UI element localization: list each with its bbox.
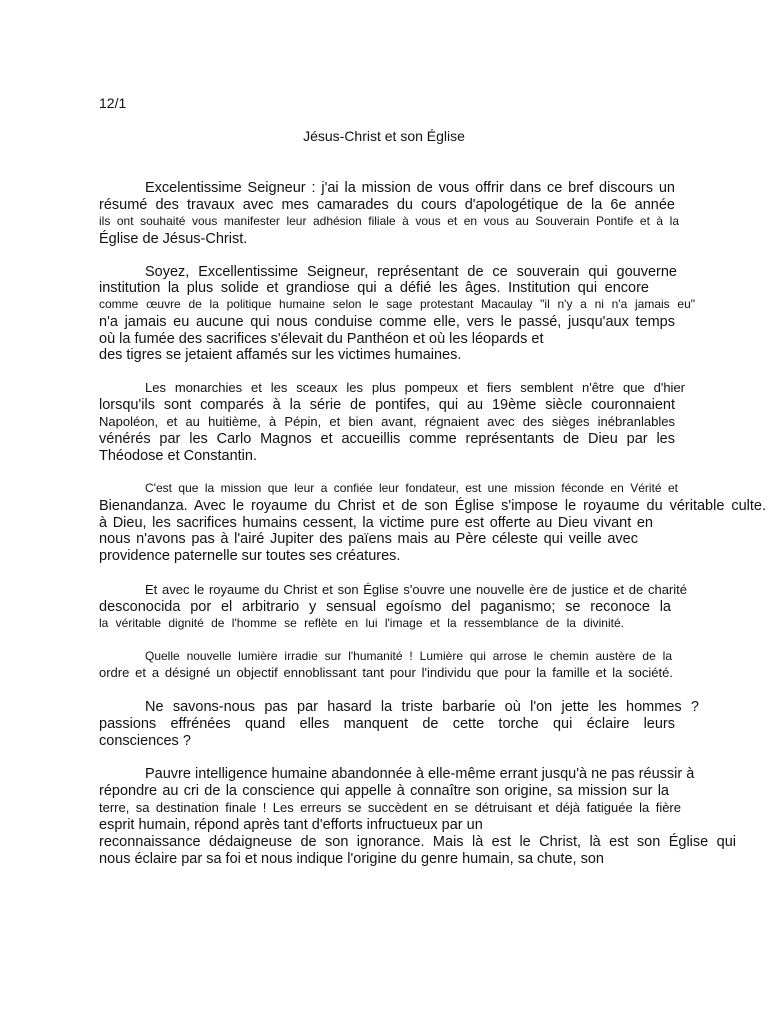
paragraph-2-line-1: Soyez, Excellentissime Seigneur, représentant de ce souverain qui gouverne <box>145 264 677 280</box>
paragraph-6-line-1: Quelle nouvelle lumière irradie sur l'humanité ! Lumière qui arrose le chemin austère de la <box>145 649 672 663</box>
document-title: Jésus-Christ et son Église <box>303 128 465 144</box>
paragraph-2-line-3: comme œuvre de la politique humaine selon le sage protestant Macaulay "il n'y a ni n'a jamais eu" <box>99 297 695 311</box>
paragraph-3-line-3: Napoléon, et au huitième, à Pépin, et bien avant, régnaient avec des sièges inébranlables <box>99 414 675 429</box>
paragraph-3-line-5: Théodose et Constantin. <box>99 448 257 464</box>
paragraph-4-line-5: providence paternelle sur toutes ses créatures. <box>99 548 401 564</box>
paragraph-4-line-4: nous n'avons pas à l'airé Jupiter des païens mais au Père céleste qui veille avec <box>99 531 638 547</box>
paragraph-1-line-2: résumé des travaux avec mes camarades du cours d'apologétique de la 6e année <box>99 197 675 213</box>
page-number: 12/1 <box>99 95 127 111</box>
paragraph-8-line-5: reconnaissance dédaigneuse de son ignorance. Mais là est le Christ, là est son Église qui <box>99 834 736 850</box>
paragraph-4-line-1: C'est que la mission que leur a confiée leur fondateur, est une mission féconde en Vérité et <box>145 481 678 495</box>
paragraph-5-line-1: Et avec le royaume du Christ et son Église s'ouvre une nouvelle ère de justice et de charité <box>145 582 687 597</box>
paragraph-8-line-6: nous éclaire par sa foi et nous indique l'origine du genre humain, sa chute, son <box>99 851 604 867</box>
paragraph-2-line-5: où la fumée des sacrifices s'élevait du Panthéon et où les léopards et <box>99 331 544 347</box>
paragraph-3-line-1: Les monarchies et les sceaux les plus pompeux et fiers semblent n'être que d'hier <box>145 380 685 395</box>
paragraph-8-line-3: terre, sa destination finale ! Les erreurs se succèdent en se détruisant et déjà fatiguée la fière <box>99 800 681 815</box>
paragraph-1-line-3: ils ont souhaité vous manifester leur adhésion filiale à vous et en vous au Souverain Pontife et à la <box>99 214 679 228</box>
paragraph-2-line-2: institution la plus solide et grandiose qui a défié les âges. Institution qui encore <box>99 280 649 296</box>
paragraph-7-line-1: Ne savons-nous pas par hasard la triste barbarie où l'on jette les hommes ? <box>145 699 699 715</box>
paragraph-1-line-4: Église de Jésus-Christ. <box>99 231 248 247</box>
paragraph-3-line-4: vénérés par les Carlo Magnos et accueillis comme représentants de Dieu par les <box>99 431 675 447</box>
paragraph-5-line-2: desconocida por el arbitrario y sensual egoísmo del paganismo; se reconoce la <box>99 599 671 615</box>
paragraph-8-line-2: répondre au cri de la conscience qui appelle à connaître son origine, sa mission sur la <box>99 783 669 799</box>
paragraph-7-line-3: consciences ? <box>99 733 191 749</box>
paragraph-5-line-3: la véritable dignité de l'homme se reflète en lui l'image et la ressemblance de la divinité. <box>99 616 624 630</box>
paragraph-7-line-2: passions effrénées quand elles manquent de cette torche qui éclaire leurs <box>99 716 675 732</box>
paragraph-6-line-2: ordre et a désigné un objectif ennoblissant tant pour l'individu que pour la famille et la société. <box>99 665 673 680</box>
paragraph-3-line-2: lorsqu'ils sont comparés à la série de pontifes, qui au 19ème siècle couronnaient <box>99 397 675 413</box>
paragraph-4-line-3: à Dieu, les sacrifices humains cessent, la victime pure est offerte au Dieu vivant en <box>99 515 653 531</box>
paragraph-1-line-1: Excelentissime Seigneur : j'ai la mission de vous offrir dans ce bref discours un <box>145 180 675 196</box>
paragraph-2-line-4: n'a jamais eu aucune qui nous conduise comme elle, vers le passé, jusqu'aux temps <box>99 314 675 330</box>
paragraph-8-line-4: esprit humain, répond après tant d'efforts infructueux par un <box>99 817 483 833</box>
paragraph-4-line-2: Bienandanza. Avec le royaume du Christ et de son Église s'impose le royaume du véritable culte. <box>99 498 766 514</box>
paragraph-8-line-1: Pauvre intelligence humaine abandonnée à elle-même errant jusqu'à ne pas réussir à <box>145 766 695 782</box>
paragraph-2-line-6: des tigres se jetaient affamés sur les victimes humaines. <box>99 347 462 363</box>
